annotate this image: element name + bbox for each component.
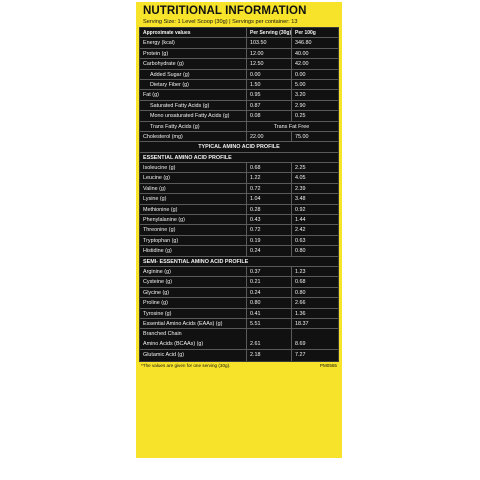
row-label: Dietary Fiber (g) (140, 80, 247, 89)
per-serving-value: 0.80 (247, 298, 292, 307)
bcaa-label (140, 329, 247, 349)
semi-heading: SEMI- ESSENTIAL AMINO ACID PROFILE (143, 258, 249, 265)
per-100g-value: 4.05 (295, 175, 306, 182)
per-serving-value: 103.50 (247, 38, 292, 47)
per-100g-value: 2.42 (295, 227, 306, 234)
bcaa-per100: 8.69 (295, 340, 306, 347)
nutrient-row (140, 80, 338, 90)
essential-amino-row (140, 215, 338, 225)
nutrient-row (140, 38, 338, 48)
per-100g-value: 2.90 (295, 102, 306, 109)
row-label: Tryptophan (g) (140, 236, 247, 245)
panel-footer (139, 363, 339, 368)
row-label: Proline (g) (140, 298, 247, 307)
row-label: Lysine (g) (140, 194, 247, 203)
per-100g-value: 5.00 (295, 81, 306, 88)
per-serving-value: 0.24 (247, 246, 292, 255)
typical-heading: TYPICAL AMINO ACID PROFILE (198, 144, 280, 151)
per-serving-value: 1.04 (247, 194, 292, 203)
nutrient-row (140, 101, 338, 111)
semi-essential-amino-row (140, 288, 338, 298)
row-label: Mono unsaturated Fatty Acids (g) (140, 111, 247, 120)
row-label: Essential Amino Acids (EAAs) (g) (140, 319, 247, 328)
essential-amino-row (140, 173, 338, 183)
per-100g-value: 0.80 (295, 289, 306, 296)
row-label: Cysteine (g) (140, 277, 247, 286)
per-100g-value: 2.25 (295, 165, 306, 172)
per-100g-value: 0.68 (295, 279, 306, 286)
per-serving-value: 12.50 (247, 59, 292, 68)
footnote: *The values are given for one serving (30g). (141, 362, 231, 368)
product-code: PM0565 (319, 362, 337, 368)
bcaa-label-line2: Amino Acids (BCAAs) (g) (143, 341, 204, 348)
glutamic-serving: 2.18 (247, 350, 292, 360)
per-serving-value: 0.41 (247, 309, 292, 318)
semi-essential-amino-row (140, 277, 338, 287)
per-100g-value: 346.80 (295, 40, 312, 47)
cholesterol-row (140, 132, 338, 142)
row-label: Valine (g) (140, 184, 247, 193)
row-label: Phenylalanine (g) (140, 215, 247, 224)
semi-essential-amino-row (140, 309, 338, 319)
nutrient-row (140, 49, 338, 59)
per-100g-value: 1.44 (295, 217, 306, 224)
row-label: Glycine (g) (140, 288, 247, 297)
row-label: Tyrosine (g) (140, 309, 247, 318)
nutrition-panel (136, 2, 342, 458)
nutrition-table (139, 27, 339, 362)
serving-info: Serving Size: 1 Level Scoop (30g) | Servings per container: 13 (143, 19, 298, 25)
per-100g-value: 18.37 (295, 320, 309, 327)
essential-amino-row (140, 184, 338, 194)
bcaa-serving: 2.61 (247, 329, 292, 349)
per-100g-value: 0.92 (295, 206, 306, 213)
semi-essential-amino-row (140, 298, 338, 308)
row-label: Methionine (g) (140, 205, 247, 214)
row-label: Threonine (g) (140, 225, 247, 234)
row-label: Saturated Fatty Acids (g) (140, 101, 247, 110)
table-header (140, 28, 338, 38)
cholesterol-serving: 22.00 (247, 132, 292, 141)
cholesterol-per100: 75.00 (295, 133, 309, 140)
row-label: Protein (g) (140, 49, 247, 58)
per-100g-value: 40.00 (295, 50, 309, 57)
glutamic-label: Glutamic Acid (g) (140, 350, 247, 360)
bcaa-row (140, 329, 338, 350)
per-serving-value: 0.19 (247, 236, 292, 245)
trans-fat-row (140, 122, 338, 132)
per-100g-value: 0.80 (295, 248, 306, 255)
per-serving-value: 0.68 (247, 163, 292, 172)
per-serving-value: 0.95 (247, 90, 292, 99)
essential-amino-row (140, 246, 338, 256)
row-label: Arginine (g) (140, 267, 247, 276)
per-serving-value: 0.21 (247, 277, 292, 286)
per-100g-value: 3.48 (295, 196, 306, 203)
nutrient-row (140, 59, 338, 69)
per-serving-value: 0.43 (247, 215, 292, 224)
per-100g-value: 0.63 (295, 237, 306, 244)
per-100g-value: 1.36 (295, 310, 306, 317)
semi-heading-row (140, 257, 338, 267)
per-100g-value: 2.39 (295, 185, 306, 192)
per-serving-value: 12.00 (247, 49, 292, 58)
panel-title: NUTRITIONAL INFORMATION (143, 5, 307, 17)
glutamic-row (140, 350, 338, 360)
nutrient-row (140, 111, 338, 121)
row-label: Fat (g) (140, 90, 247, 99)
per-serving-value: 0.00 (247, 70, 292, 79)
per-serving-value: 0.08 (247, 111, 292, 120)
glutamic-per100: 7.27 (295, 352, 306, 359)
per-serving-value: 0.24 (247, 288, 292, 297)
cholesterol-label: Cholesterol (mg) (140, 132, 247, 141)
header-per-serving: Per Serving (30g) (247, 28, 292, 37)
per-100g-value: 2.66 (295, 300, 306, 307)
per-serving-value: 0.87 (247, 101, 292, 110)
trans-fat-label: Trans Fatty Acids (g) (140, 122, 247, 131)
per-serving-value: 1.22 (247, 173, 292, 182)
typical-heading-row (140, 142, 338, 152)
row-label: Leucine (g) (140, 173, 247, 182)
per-100g-value: 42.00 (295, 61, 309, 68)
per-serving-value: 0.37 (247, 267, 292, 276)
essential-heading-row (140, 153, 338, 163)
essential-amino-row (140, 236, 338, 246)
per-serving-value: 5.51 (247, 319, 292, 328)
essential-amino-row (140, 163, 338, 173)
per-100g-value: 1.23 (295, 268, 306, 275)
row-label: Energy (kcal) (140, 38, 247, 47)
header-per-100g: Per 100g (295, 30, 316, 36)
row-label: Added Sugar (g) (140, 70, 247, 79)
row-label: Histidine (g) (140, 246, 247, 255)
nutrient-row (140, 90, 338, 100)
essential-amino-row (140, 205, 338, 215)
per-serving-value: 1.50 (247, 80, 292, 89)
per-100g-value: 0.00 (295, 71, 306, 78)
semi-essential-amino-row (140, 267, 338, 277)
bcaa-label-line1: Branched Chain (143, 330, 182, 337)
per-100g-value: 3.20 (295, 92, 306, 99)
essential-amino-row (140, 225, 338, 235)
per-serving-value: 0.72 (247, 184, 292, 193)
per-serving-value: 0.72 (247, 225, 292, 234)
essential-heading: ESSENTIAL AMINO ACID PROFILE (143, 154, 232, 161)
per-100g-value: 0.25 (295, 113, 306, 120)
header-label: Approximate values (140, 28, 247, 37)
essential-amino-row (140, 194, 338, 204)
trans-fat-value: Trans Fat Free (273, 123, 310, 130)
row-label: Isoleucine (g) (140, 163, 247, 172)
per-serving-value: 0.28 (247, 205, 292, 214)
semi-essential-amino-row (140, 319, 338, 329)
row-label: Carbohydrate (g) (140, 59, 247, 68)
nutrient-row (140, 70, 338, 80)
